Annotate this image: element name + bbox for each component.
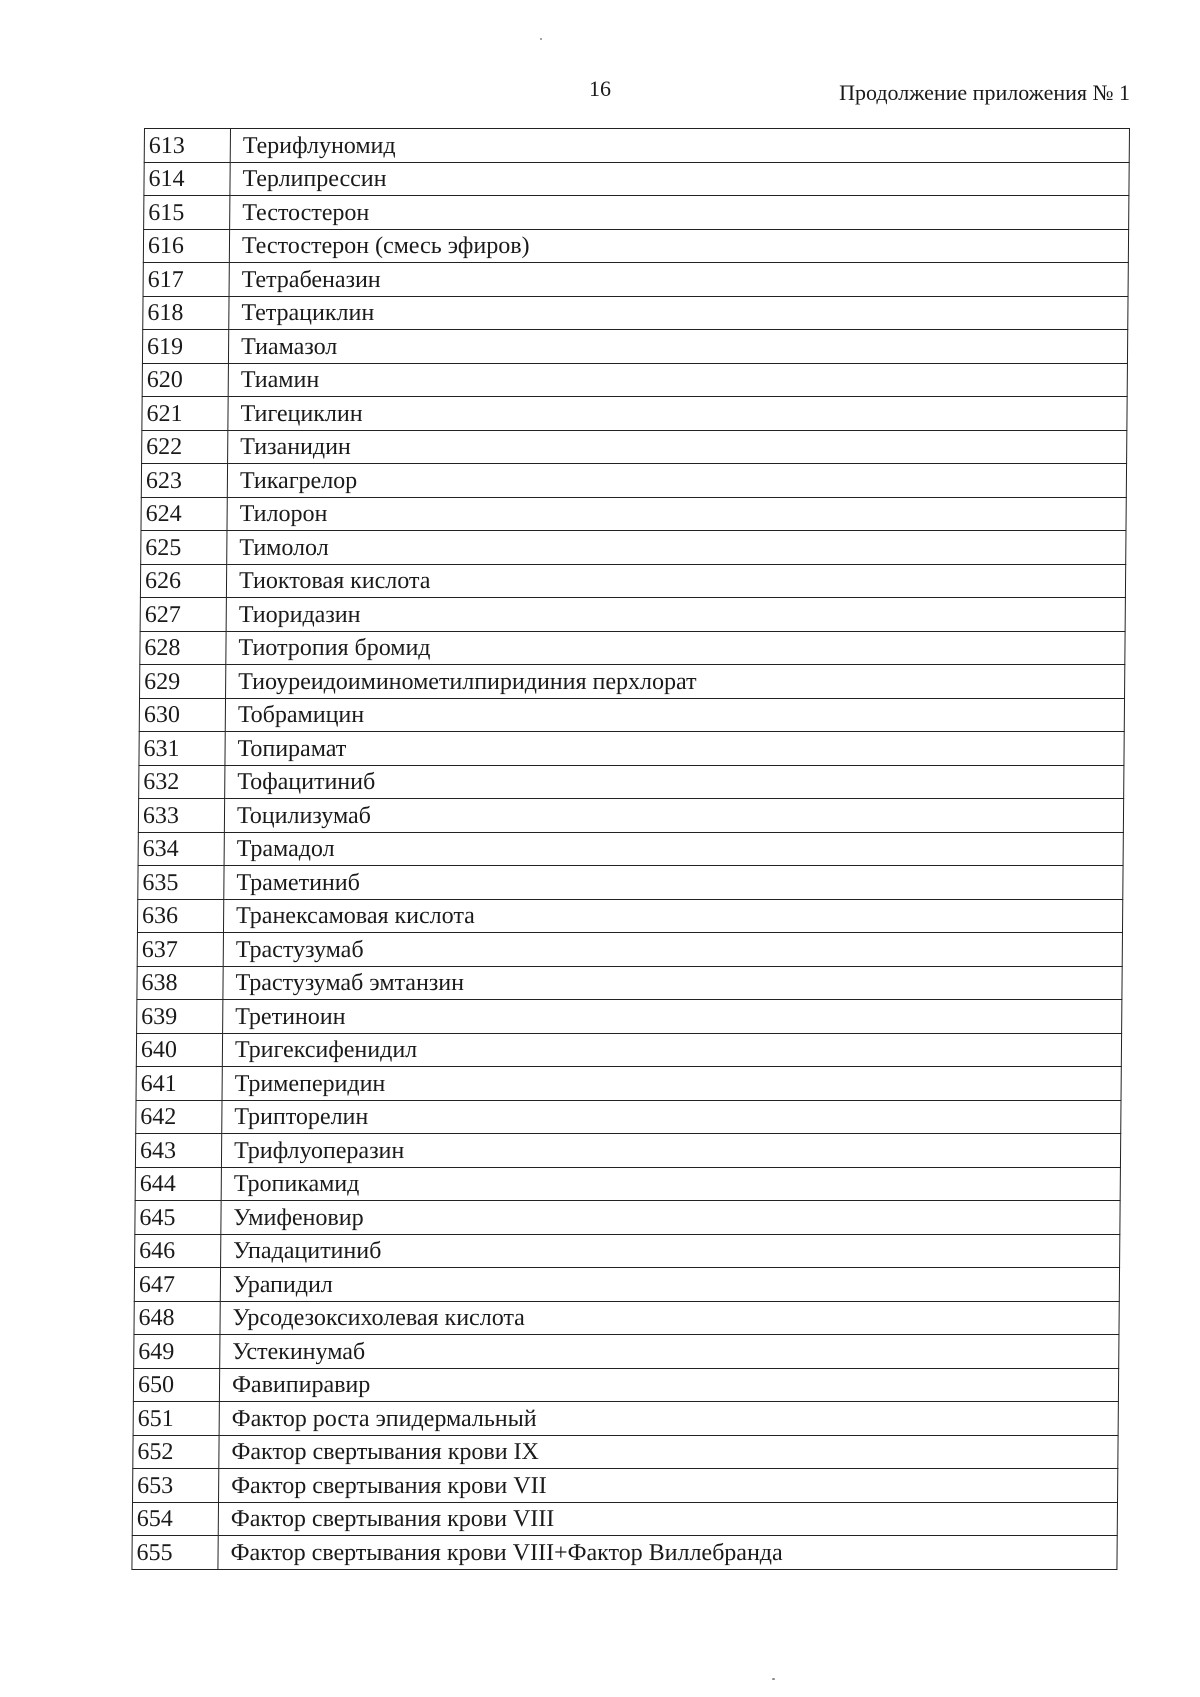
drug-name: Тизанидин	[228, 430, 1127, 464]
row-number: 639	[137, 1000, 223, 1034]
row-number: 629	[140, 665, 226, 699]
row-number: 630	[139, 698, 225, 732]
row-number: 655	[132, 1536, 218, 1570]
drug-name: Тестостерон (смесь эфиров)	[229, 229, 1128, 263]
drug-name: Траметиниб	[224, 866, 1123, 900]
row-number: 642	[136, 1100, 222, 1134]
table-row	[138, 799, 1123, 833]
drug-name: Тетрациклин	[229, 296, 1128, 330]
table-row	[142, 363, 1127, 397]
table-row	[140, 564, 1125, 598]
row-number: 627	[140, 598, 226, 632]
table-row	[137, 899, 1122, 933]
row-number: 654	[132, 1502, 218, 1536]
table-row	[140, 631, 1125, 665]
table-row	[133, 1402, 1118, 1436]
row-number: 623	[141, 464, 227, 498]
drug-name: Фактор свертывания крови VIII+Фактор Виллебранда	[218, 1536, 1117, 1570]
drug-name: Фактор роста эпидермальный	[219, 1402, 1118, 1436]
table-row	[139, 732, 1124, 766]
table-row	[138, 832, 1123, 866]
row-number: 626	[140, 564, 226, 598]
drug-name: Умифеновир	[221, 1201, 1120, 1235]
drug-list-table	[131, 128, 1130, 1570]
table-row	[141, 497, 1126, 531]
drug-name: Тиоуреидоиминометилпиридиния перхлорат	[226, 665, 1125, 699]
drug-name: Тофацитиниб	[225, 765, 1124, 799]
row-number: 615	[144, 196, 230, 230]
table-row	[132, 1502, 1117, 1536]
row-number: 633	[138, 799, 224, 833]
scan-speck	[540, 38, 542, 40]
drug-name: Трастузумаб эмтанзин	[223, 966, 1122, 1000]
drug-name: Терлипрессин	[230, 162, 1129, 196]
row-number: 640	[136, 1033, 222, 1067]
row-number: 624	[141, 497, 227, 531]
table-row	[140, 598, 1125, 632]
table-row	[137, 966, 1122, 1000]
row-number: 634	[138, 832, 224, 866]
table-row	[137, 1000, 1122, 1034]
table-row	[144, 129, 1129, 163]
row-number: 621	[142, 397, 228, 431]
row-number: 614	[144, 162, 230, 196]
row-number: 646	[135, 1234, 221, 1268]
table-row	[135, 1134, 1120, 1168]
appendix-continuation-note: Продолжение приложения № 1	[839, 80, 1130, 105]
drug-name: Тиамазол	[228, 330, 1127, 364]
table-row	[136, 1033, 1121, 1067]
row-number: 648	[134, 1301, 220, 1335]
row-number: 622	[142, 430, 228, 464]
drug-name: Фактор свертывания крови VII	[219, 1469, 1118, 1503]
table-row	[134, 1268, 1119, 1302]
row-number: 625	[141, 531, 227, 565]
table-row	[135, 1201, 1120, 1235]
row-number: 632	[139, 765, 225, 799]
drug-name: Тиоридазин	[226, 598, 1125, 632]
table-body	[132, 129, 1130, 1570]
drug-name: Тропикамид	[221, 1167, 1120, 1201]
row-number: 635	[138, 866, 224, 900]
drug-name: Упадацитиниб	[221, 1234, 1120, 1268]
drug-name: Трамадол	[224, 832, 1123, 866]
table-row	[138, 866, 1123, 900]
row-number: 618	[143, 296, 229, 330]
drug-name: Терифлуномид	[230, 129, 1129, 163]
page-number: 16	[589, 76, 611, 101]
table-row	[139, 698, 1124, 732]
table-row	[136, 1067, 1121, 1101]
table-row	[142, 397, 1127, 431]
drug-name: Устекинумаб	[220, 1335, 1119, 1369]
row-number: 617	[143, 263, 229, 297]
table-row	[142, 430, 1127, 464]
drug-name: Тиотропия бромид	[226, 631, 1125, 665]
table-row	[140, 665, 1125, 699]
row-number: 637	[137, 933, 223, 967]
drug-name: Фактор свертывания крови VIII	[218, 1502, 1117, 1536]
row-number: 641	[136, 1067, 222, 1101]
row-number: 643	[135, 1134, 221, 1168]
row-number: 647	[134, 1268, 220, 1302]
drug-name: Тилорон	[227, 497, 1126, 531]
row-number: 645	[135, 1201, 221, 1235]
table-row	[137, 933, 1122, 967]
table-row	[134, 1335, 1119, 1369]
drug-name: Трифлуоперазин	[221, 1134, 1120, 1168]
drug-name: Тестостерон	[230, 196, 1129, 230]
drug-name: Урсодезоксихолевая кислота	[220, 1301, 1119, 1335]
row-number: 638	[137, 966, 223, 1000]
row-number: 613	[144, 129, 230, 163]
row-number: 644	[135, 1167, 221, 1201]
table-row	[144, 162, 1129, 196]
drug-name: Транексамовая кислота	[223, 899, 1122, 933]
row-number: 652	[133, 1435, 219, 1469]
table-row	[144, 196, 1129, 230]
table-row	[135, 1167, 1120, 1201]
drug-name: Тобрамицин	[225, 698, 1124, 732]
table-row	[143, 229, 1128, 263]
table-row	[143, 296, 1128, 330]
row-number: 619	[142, 330, 228, 364]
table-row	[133, 1368, 1118, 1402]
table-row	[133, 1435, 1118, 1469]
row-number: 649	[134, 1335, 220, 1369]
drug-name: Тримеперидин	[222, 1067, 1121, 1101]
row-number: 636	[137, 899, 223, 933]
drug-name: Тимолол	[227, 531, 1126, 565]
row-number: 653	[133, 1469, 219, 1503]
drug-name: Топирамат	[225, 732, 1124, 766]
drug-name: Тиоктовая кислота	[226, 564, 1125, 598]
row-number: 628	[140, 631, 226, 665]
table-row	[143, 263, 1128, 297]
table-row	[141, 531, 1126, 565]
table-row	[133, 1469, 1118, 1503]
row-number: 651	[133, 1402, 219, 1436]
table-row	[136, 1100, 1121, 1134]
table-row	[139, 765, 1124, 799]
scan-speck	[772, 1678, 775, 1680]
drug-name: Третиноин	[223, 1000, 1122, 1034]
table-row	[135, 1234, 1120, 1268]
drug-name: Урапидил	[220, 1268, 1119, 1302]
drug-name: Фавипиравир	[219, 1368, 1118, 1402]
table-row	[141, 464, 1126, 498]
table-row	[134, 1301, 1119, 1335]
drug-name: Тоцилизумаб	[224, 799, 1123, 833]
row-number: 650	[133, 1368, 219, 1402]
drug-name: Тигециклин	[228, 397, 1127, 431]
drug-name: Тетрабеназин	[229, 263, 1128, 297]
row-number: 620	[142, 363, 228, 397]
drug-name: Трипторелин	[222, 1100, 1121, 1134]
drug-name: Тикагрелор	[227, 464, 1126, 498]
table-row	[142, 330, 1127, 364]
drug-name: Тригексифенидил	[222, 1033, 1121, 1067]
drug-name: Фактор свертывания крови IX	[219, 1435, 1118, 1469]
drug-name: Тиамин	[228, 363, 1127, 397]
table-row	[132, 1536, 1117, 1570]
row-number: 631	[139, 732, 225, 766]
drug-name: Трастузумаб	[223, 933, 1122, 967]
row-number: 616	[143, 229, 229, 263]
